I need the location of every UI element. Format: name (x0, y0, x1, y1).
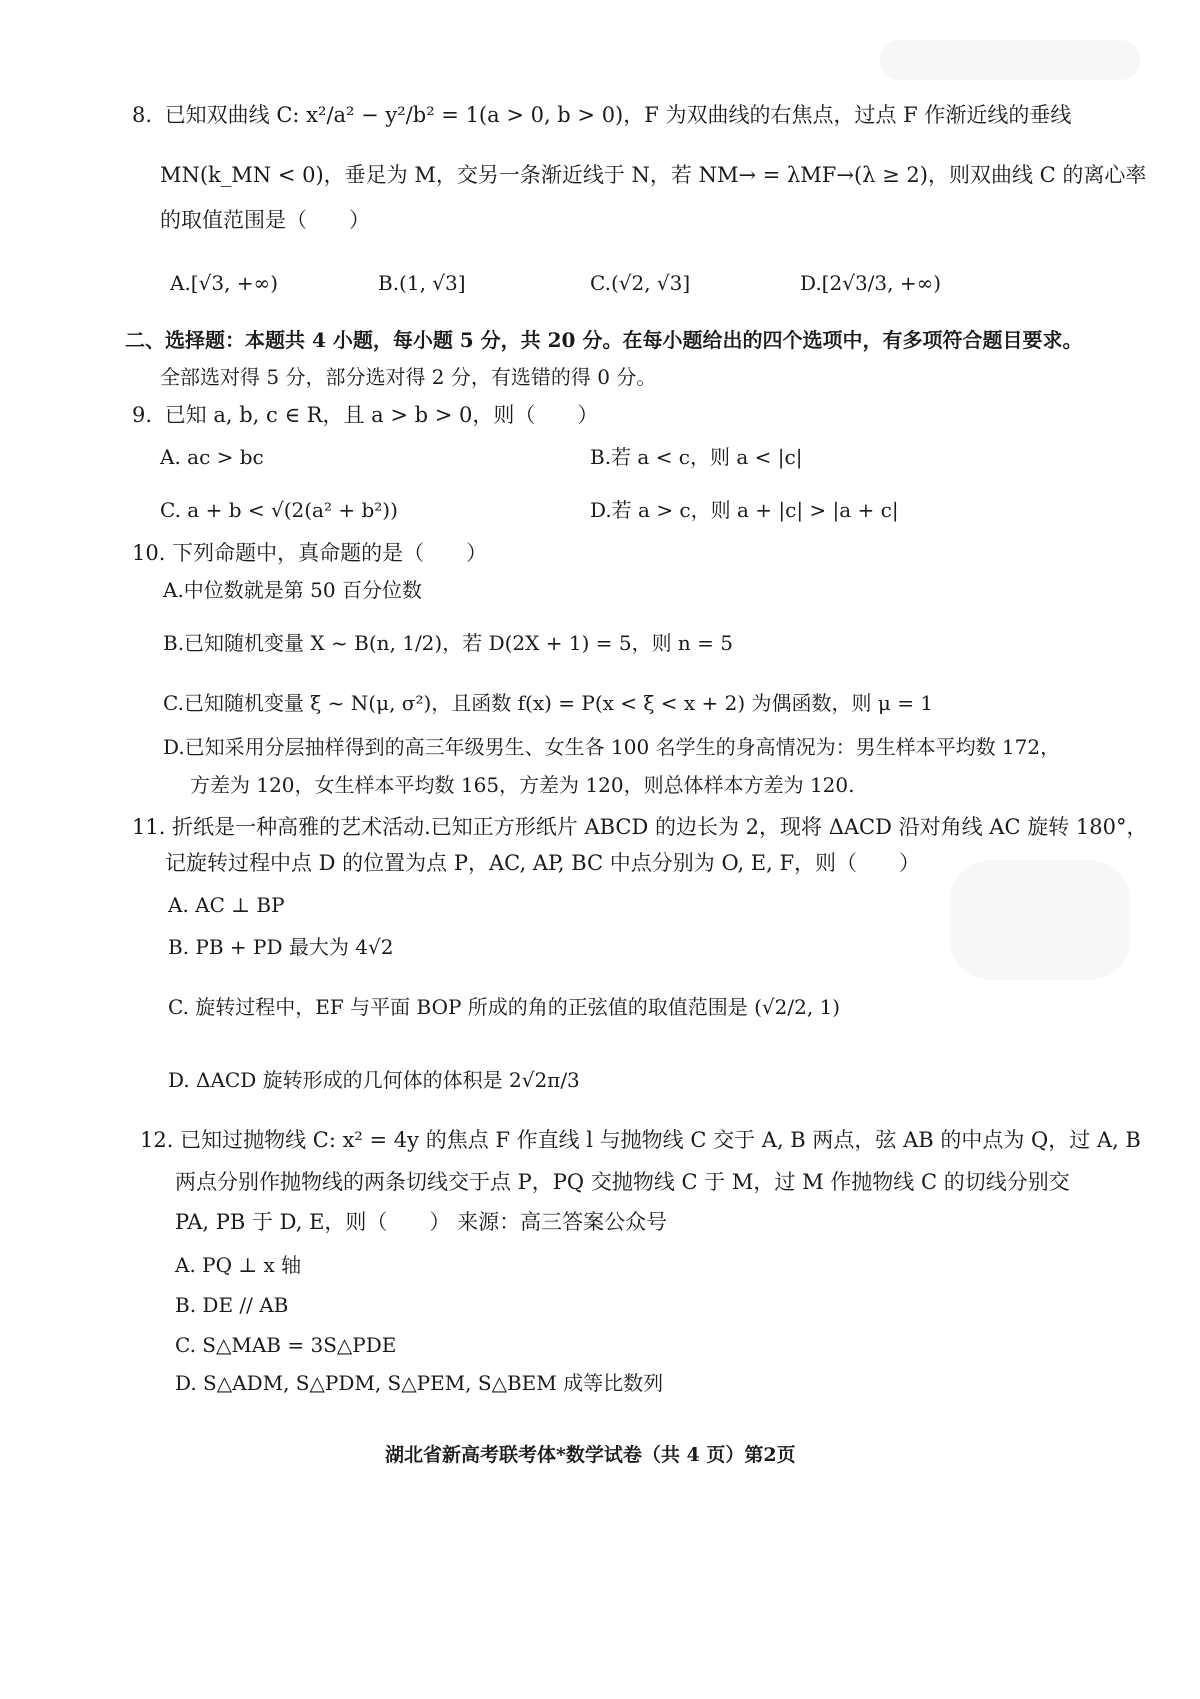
q9-stem (132, 400, 598, 430)
q8-number: 8. (132, 103, 153, 127)
q10-option-a: A.中位数就是第 50 百分位数 (163, 578, 422, 602)
q12-text-line1: 已知过抛物线 C: x² = 4y 的焦点 F 作直线 l 与抛物线 C 交于 A, B 两点，弦 AB 的中点为 Q，过 A, B (180, 1128, 1141, 1152)
q12-option-d: D. S△ADM, S△PDM, S△PEM, S△BEM 成等比数列 (175, 1371, 664, 1395)
q11-option-d: D. ΔACD 旋转形成的几何体的体积是 2√2π/3 (168, 1068, 580, 1092)
q12-line1 (140, 1125, 1141, 1155)
q12-option-b: B. DE // AB (175, 1293, 289, 1317)
q11-text-line1: 折纸是一种高雅的艺术活动.已知正方形纸片 ABCD 的边长为 2，现将 ΔACD 沿对角线 AC 旋转 180°， (172, 815, 1148, 839)
q12-number: 12. (140, 1128, 174, 1152)
q12-line3: PA, PB 于 D, E，则（ ） 来源：高三答案公众号 (175, 1210, 668, 1234)
q10-stem (132, 538, 487, 568)
scan-smudge (880, 40, 1140, 80)
q10-option-c: C.已知随机变量 ξ ~ N(μ, σ²)，且函数 f(x) = P(x < ξ < x + 2) 为偶函数，则 μ = 1 (163, 691, 934, 715)
q9-option-c: C. a + b < √(2(a² + b²)) (160, 498, 398, 522)
q11-option-c: C. 旋转过程中，EF 与平面 BOP 所成的角的正弦值的取值范围是 (√2/2, 1) (168, 995, 841, 1019)
q8-option-c: C.(√2, √3] (590, 271, 691, 295)
q11-line1 (132, 812, 1147, 842)
q9-option-b: B.若 a < c，则 a < |c| (590, 445, 803, 469)
q9-number: 9. (132, 403, 153, 427)
q10-option-d-line1: D.已知采用分层抽样得到的高三年级男生、女生各 100 名学生的身高情况为：男生样本平均数 172， (163, 735, 1061, 759)
q9-stem-text: 已知 a, b, c ∈ R，且 a > b > 0，则（ ） (164, 403, 599, 427)
q9-option-a: A. ac > bc (160, 445, 264, 469)
q8-line3: 的取值范围是（ ） (160, 208, 370, 232)
section-2-heading: 二、选择题：本题共 4 小题，每小题 5 分，共 20 分。在每小题给出的四个选项中，有多项符合题目要求。 (125, 328, 1083, 352)
q11-number: 11. (132, 815, 166, 839)
q12-option-a: A. PQ ⊥ x 轴 (175, 1253, 302, 1277)
q10-option-b: B.已知随机变量 X ~ B(n, 1/2)，若 D(2X + 1) = 5，则 n = 5 (163, 631, 733, 655)
q8-line2: MN(k_MN < 0)，垂足为 M，交另一条渐近线于 N，若 NM→ = λMF→(λ ≥ 2)，则双曲线 C 的离心率 (160, 163, 1147, 187)
q11-option-a: A. AC ⊥ BP (168, 893, 285, 917)
q8-text-line1: 已知双曲线 C: x²/a² − y²/b² = 1(a > 0, b > 0)，F 为双曲线的右焦点，过点 F 作渐近线的垂线 (164, 103, 1072, 127)
q11-line2: 记旋转过程中点 D 的位置为点 P，AC, AP, BC 中点分别为 O, E, F，则（ ） (165, 851, 921, 875)
q12-option-c: C. S△MAB = 3S△PDE (175, 1333, 397, 1357)
q10-number: 10. (132, 541, 166, 565)
q10-option-d-line2: 方差为 120，女生样本平均数 165，方差为 120，则总体样本方差为 120. (190, 773, 855, 797)
section-2-instructions: 全部选对得 5 分，部分选对得 2 分，有选错的得 0 分。 (160, 365, 657, 389)
q8-option-b: B.(1, √3] (378, 271, 466, 295)
q12-line2: 两点分别作抛物线的两条切线交于点 P，PQ 交抛物线 C 于 M，过 M 作抛物线 C 的切线分别交 (175, 1170, 1070, 1194)
q9-option-d: D.若 a > c，则 a + |c| > |a + c| (590, 498, 899, 522)
q8-line1 (132, 100, 1071, 130)
q8-option-a: A.[√3, +∞) (170, 271, 279, 295)
q8-option-d: D.[2√3/3, +∞) (800, 271, 942, 295)
page-footer: 湖北省新高考联考体*数学试卷（共 4 页）第2页 (385, 1444, 796, 1466)
scan-smudge (950, 860, 1130, 980)
q10-stem-text: 下列命题中，真命题的是（ ） (172, 541, 488, 565)
q11-option-b: B. PB + PD 最大为 4√2 (168, 935, 394, 959)
